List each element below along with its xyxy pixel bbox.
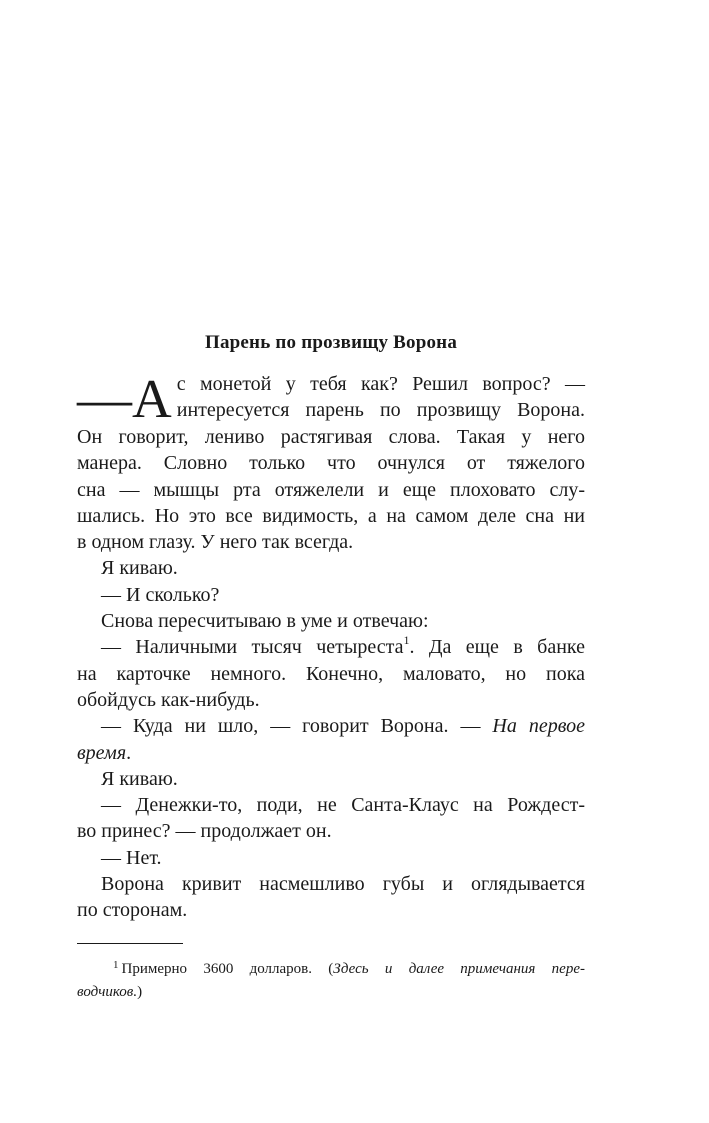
text-line: время. — [77, 741, 132, 764]
footnote-divider — [77, 943, 183, 944]
text-line: во принес? — продолжает он. — [77, 820, 332, 843]
book-page — [77, 0, 585, 1123]
chapter-title: Парень по прозвищу Ворона — [204, 332, 458, 353]
text-line: сна — мышцы рта отяжелели и еще плоховато слу- — [77, 478, 585, 501]
body-text — [77, 368, 586, 924]
text-line: Он говорит, лениво растягивая слова. Такая у него — [77, 426, 585, 448]
text-line: Я киваю. — [101, 557, 178, 580]
text-line: — И сколько? — [101, 583, 220, 606]
text-line: — Денежки-то, поди, не Санта-Клаус на Рождест- — [101, 794, 585, 817]
footnote — [77, 958, 585, 1003]
text-line: манера. Словно только что очнулся от тяжелого — [77, 452, 585, 475]
text-line: — Нет. — [101, 846, 162, 869]
drop-cap: —А — [77, 368, 172, 429]
footnote-line: водчиков.) — [77, 984, 143, 1000]
text-line: Снова пересчитываю в уме и отвечаю: — [101, 610, 429, 633]
footnote-mark: 1 — [113, 959, 119, 971]
text-line: на карточке немного. Конечно, маловато, но пока — [77, 662, 585, 685]
text-line: шались. Но это все видимость, а на самом деле сна ни — [77, 504, 585, 527]
text-line: — Куда ни шло, — говорит Ворона. — На первое — [101, 715, 585, 738]
footnote-reference[interactable]: 1 — [403, 632, 410, 647]
footnote-line: $^1$ Примерно 3600 долларов. (Здесь и далее примечания пере- — [113, 959, 585, 977]
first-paragraph — [77, 368, 585, 429]
text-line: интересуется парень по прозвищу Ворона. — [176, 399, 585, 422]
text-line: Я киваю. — [101, 767, 178, 790]
text-line: — Наличными тысяч четыреста$^1$. Да еще в банке — [101, 632, 586, 659]
text-line: обойдусь как-нибудь. — [77, 688, 260, 711]
text-line: по сторонам. — [77, 899, 188, 922]
text-line: с монетой у тебя как? Решил вопрос? — — [176, 373, 585, 395]
text-line: Ворона кривит насмешливо губы и оглядывается — [101, 873, 585, 896]
text-line: в одном глазу. У него так всегда. — [77, 531, 354, 554]
